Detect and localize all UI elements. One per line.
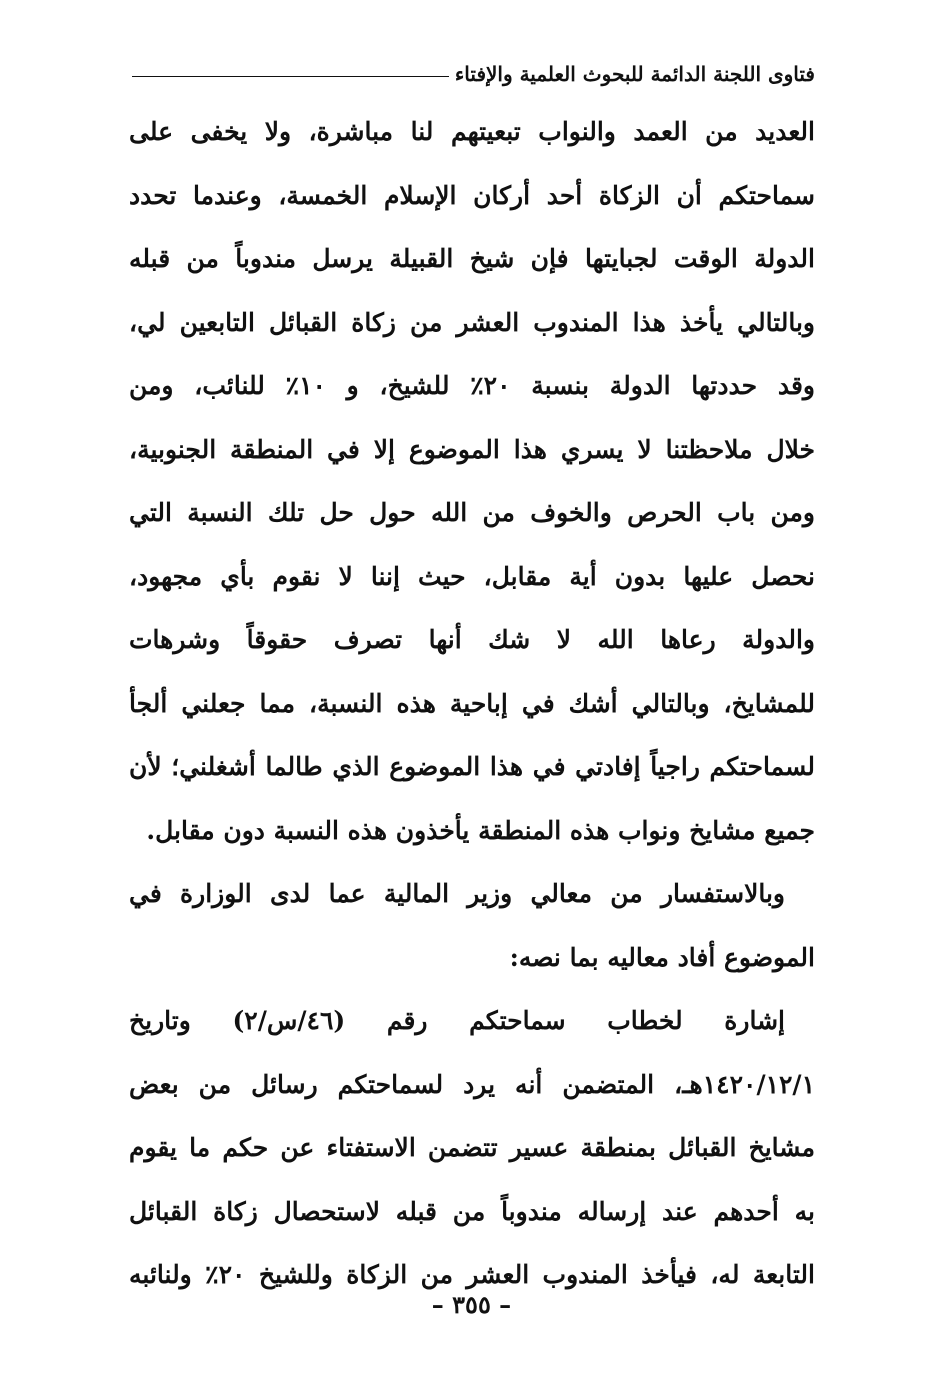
text-line: خلال ملاحظتنا لا يسري هذا الموضوع إلا في المنطقة الجنوبية،	[129, 434, 815, 464]
book-title: فتاوى اللجنة الدائمة للبحوث العلمية والإفتاء	[454, 62, 815, 86]
text-line: الدولة الوقت لجبايتها فإن شيخ القبيلة يرسل مندوباً من قبله	[129, 244, 815, 273]
text-line: والدولة رعاها الله لا شك أنها تصرف حقوقاً وشرهات	[129, 625, 815, 654]
text-line: الموضوع أفاد معاليه بما نصه:	[509, 942, 815, 972]
header-rule	[132, 76, 449, 77]
text-line: جميع مشايخ ونواب هذه المنطقة يأخذون هذه النسبة دون مقابل.	[146, 815, 815, 845]
running-header	[132, 56, 815, 92]
text-line: سماحتكم أن الزكاة أحد أركان الإسلام الخمسة، وعندما تحدد	[129, 180, 815, 210]
text-line: نحصل عليها بدون أية مقابل، حيث إننا لا نقوم بأي مجهود،	[129, 561, 815, 591]
text-line: ١٤٢٠/١٢/١هـ، المتضمن أنه يرد لسماحتكم رسائل من بعض	[129, 1069, 815, 1099]
paragraph-2	[129, 862, 815, 989]
text-line: وبالاستفسار من معالي وزير المالية عما لدى الوزارة في	[129, 879, 785, 908]
page-number: – ٣٥٥ –	[431, 1290, 512, 1319]
text-line: وقد حددتها الدولة بنسبة ٢٠٪ للشيخ، و ١٠٪ للنائب، ومن	[129, 371, 815, 400]
text-line: لسماحتكم راجياً إفادتي في هذا الموضوع الذي طالما أشغلني؛ لأن	[129, 752, 815, 781]
text-line: العديد من العمد والنواب تبعيتهم لنا مباشرة، ولا يخفى على	[129, 117, 815, 146]
text-line: وبالتالي يأخذ هذا المندوب العشر من زكاة القبائل التابعين لي،	[129, 307, 815, 337]
paragraph-1	[129, 100, 815, 862]
text-line: للمشايخ، وبالتالي أشك في إباحية هذه النسبة، مما جعلني ألجأ	[129, 688, 815, 718]
text-line: مشايخ القبائل بمنطقة عسير تتضمن الاستفتاء عن حكم ما يقوم	[129, 1133, 815, 1162]
text-line: إشارة لخطاب سماحتكم رقم (٤٦/س/٢) وتاريخ	[129, 1006, 785, 1035]
body-text	[129, 100, 815, 1307]
text-line: التابعة له، فيأخذ المندوب العشر من الزكاة وللشيخ ٢٠٪ ولنائبه	[129, 1260, 815, 1289]
text-line: به أحدهم عند إرساله مندوباً من قبله لاستحصال زكاة القبائل	[129, 1196, 815, 1226]
paragraph-3	[129, 989, 815, 1307]
text-line: ومن باب الحرص والخوف من الله حول حل تلك النسبة التي	[129, 498, 815, 527]
